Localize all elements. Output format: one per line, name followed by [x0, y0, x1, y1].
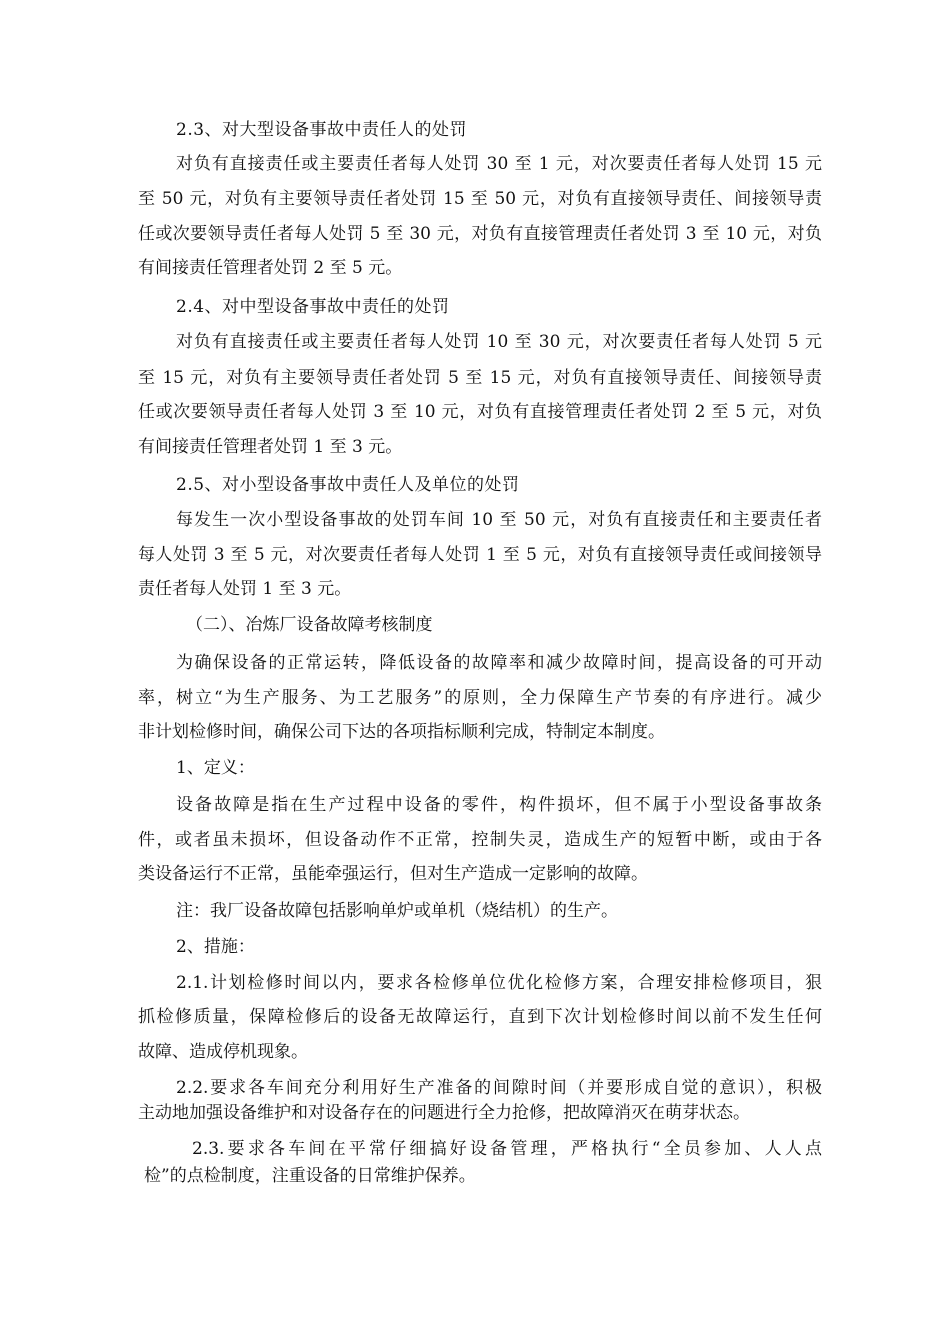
paragraph-line: 抓检修质量，保障检修后的设备无故障运行，直到下次计划检修时间以前不发生任何: [138, 1007, 822, 1027]
section-heading-2-5: 2.5、对小型设备事故中责任人及单位的处罚: [176, 475, 520, 495]
paragraph-line: 责任者每人处罚 1 至 3 元。: [138, 579, 352, 599]
paragraph-line: 2.3.要求各车间在平常仔细搞好设备管理，严格执行“全员参加、人人点: [192, 1139, 822, 1159]
paragraph-line: 任或次要领导责任者每人处罚 3 至 10 元，对负有直接管理责任者处罚 2 至 5 元，对负: [138, 402, 822, 422]
paragraph-line: 任或次要领导责任者每人处罚 5 至 30 元，对负有直接管理责任者处罚 3 至 10 元，对负: [138, 224, 822, 244]
paragraph-line: 至 15 元，对负有主要领导责任者处罚 5 至 15 元，对负有直接领导责任、间接领导责: [138, 368, 822, 388]
paragraph-line: 每人处罚 3 至 5 元，对次要责任者每人处罚 1 至 5 元，对负有直接领导责任或间接领导: [138, 545, 822, 565]
paragraph-line: 件，或者虽未损坏，但设备动作不正常，控制失灵，造成生产的短暂中断，或由于各: [138, 830, 822, 850]
paragraph-line: 非计划检修时间，确保公司下达的各项指标顺利完成，特制定本制度。: [138, 722, 665, 742]
subheading-measures: 2、措施：: [176, 937, 255, 957]
paragraph-line: 至 50 元，对负有主要领导责任者处罚 15 至 50 元，对负有直接领导责任、间接领导责: [138, 189, 822, 209]
paragraph-line: 有间接责任管理者处罚 2 至 5 元。: [138, 258, 403, 278]
paragraph-line: 对负有直接责任或主要责任者每人处罚 30 至 1 元，对次要责任者每人处罚 15 元: [176, 154, 822, 174]
section-heading-2-3: 2.3、对大型设备事故中责任人的处罚: [176, 120, 468, 140]
paragraph-line: 故障、造成停机现象。: [138, 1042, 308, 1062]
paragraph-line: 率，树立“为生产服务、为工艺服务”的原则，全力保障生产节奏的有序进行。减少: [138, 688, 822, 708]
section-heading-2-4: 2.4、对中型设备事故中责任的处罚: [176, 297, 450, 317]
paragraph-line: 类设备运行不正常，虽能牵强运行，但对生产造成一定影响的故障。: [138, 864, 648, 884]
paragraph-line: 每发生一次小型设备事故的处罚车间 10 至 50 元，对负有直接责任和主要责任者: [176, 510, 822, 530]
paragraph-line: 2.1.计划检修时间以内，要求各检修单位优化检修方案，合理安排检修项目，狠: [176, 973, 822, 993]
paragraph-line: 2.2.要求各车间充分利用好生产准备的间隙时间（并要形成自觉的意识），积极: [176, 1078, 822, 1098]
paragraph-line: 为确保设备的正常运转，降低设备的故障率和减少故障时间，提高设备的可开动: [176, 653, 822, 673]
section-heading-2: （二）、冶炼厂设备故障考核制度: [186, 615, 433, 635]
subheading-definition: 1、定义：: [176, 758, 255, 778]
paragraph-line: 设备故障是指在生产过程中设备的零件，构件损坏，但不属于小型设备事故条: [176, 795, 822, 815]
paragraph-line: 对负有直接责任或主要责任者每人处罚 10 至 30 元，对次要责任者每人处罚 5 元: [176, 332, 822, 352]
paragraph-line: 主动地加强设备维护和对设备存在的问题进行全力抢修，把故障消灭在萌芽状态。: [138, 1103, 750, 1123]
note-line: 注：我厂设备故障包括影响单炉或单机（烧结机）的生产。: [176, 901, 618, 921]
paragraph-line: 检”的点检制度，注重设备的日常维护保养。: [144, 1166, 476, 1186]
paragraph-line: 有间接责任管理者处罚 1 至 3 元。: [138, 437, 403, 457]
